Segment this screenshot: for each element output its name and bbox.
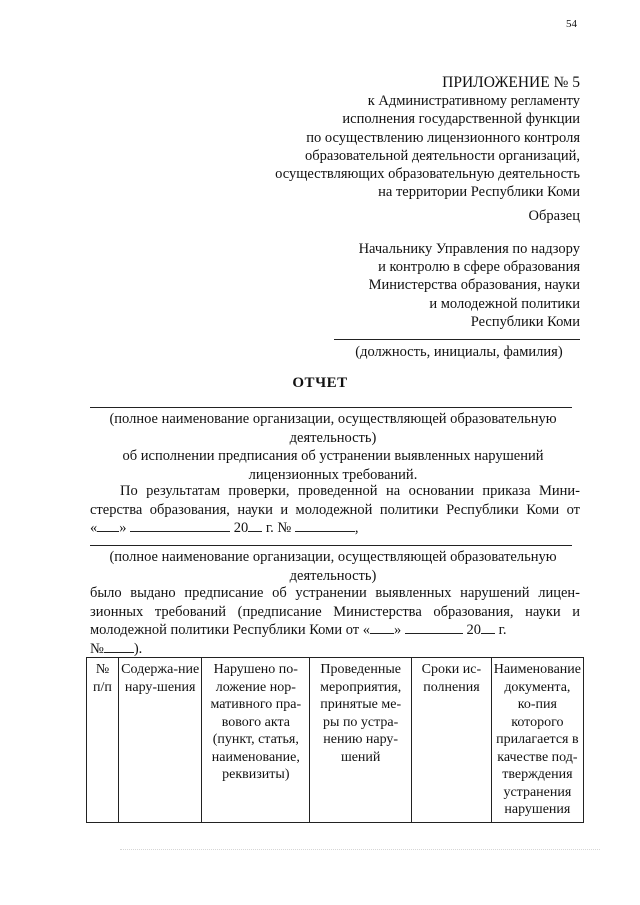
signature-line	[334, 339, 580, 340]
addressee-block	[180, 240, 580, 331]
addressee-line: и контролю в сфере образования	[378, 259, 580, 276]
header-measures: Проведенные мероприятия, принятые ме-ры по устра-нению нару-шений	[310, 658, 412, 823]
header-deadlines: Сроки ис-полнения	[412, 658, 492, 823]
appendix-line: к Административному регламенту	[367, 93, 580, 110]
org-caption-block	[86, 410, 580, 484]
table-header-row	[87, 658, 584, 823]
year-prefix: 20	[233, 520, 249, 536]
day-blank	[97, 519, 119, 532]
prescription-text: молодежной политики Республики Коми от «	[90, 622, 370, 638]
year-blank	[248, 519, 262, 532]
org-caption-2: (полное наименование организации, осуществляющей образовательную деятельность)	[109, 549, 557, 584]
prescription-date-line	[90, 621, 580, 640]
addressee-line: Республики Коми	[470, 313, 580, 330]
addressee-line: Министерства образования, науки	[368, 277, 580, 294]
year-prefix: 20	[466, 622, 481, 638]
report-subject: об исполнении предписания об устранении выявленных нарушений лицензионных требований.	[122, 448, 544, 483]
prescription-paragraph	[90, 584, 580, 658]
quote-close: »	[119, 520, 127, 536]
quote-open: «	[90, 520, 98, 536]
page-number: 54	[566, 18, 577, 30]
order-number-blank	[295, 519, 355, 532]
number-label: №	[90, 640, 104, 657]
appendix-line: образовательной деятельности организаций,	[304, 147, 580, 164]
appendix-line: на территории Республики Коми	[378, 184, 580, 201]
appendix-line: исполнения государственной функции	[342, 111, 580, 128]
signature-caption: (должность, инициалы, фамилия)	[355, 344, 563, 360]
paragraph-line: было выдано предписание об устранении выявленных нарушений лицен-	[90, 585, 580, 601]
header-violation: Содержа-ние нару-шения	[118, 658, 201, 823]
quote-close: »	[394, 622, 402, 638]
closing-paren: ).	[133, 640, 143, 657]
org-name-line	[90, 407, 572, 408]
org-name-line-2	[90, 545, 572, 546]
appendix-title: ПРИЛОЖЕНИЕ № 5	[442, 74, 580, 91]
prescription-number-line	[90, 640, 580, 659]
inspection-paragraph	[90, 482, 580, 538]
org-caption: (полное наименование организации, осуществляющей образовательную деятельность)	[109, 411, 557, 446]
header-document: Наименование документа, ко-пия которого прилагается в качестве под-тверждения устранения нарушения	[491, 658, 583, 823]
report-table	[86, 657, 584, 823]
month-blank	[130, 519, 230, 532]
prescription-number-blank	[104, 640, 134, 653]
paragraph-line: стерства образования, науки и молодежной политики Республики Коми от	[90, 501, 580, 518]
addressee-line: и молодежной политики	[429, 295, 580, 312]
month-blank	[405, 621, 463, 634]
year-suffix: г.	[498, 622, 507, 638]
year-blank	[481, 621, 495, 634]
comma: ,	[354, 520, 359, 536]
report-title: ОТЧЕТ	[292, 375, 348, 391]
paragraph-line: По результатам проверки, проведенной на основании приказа Мини-	[120, 483, 580, 499]
header-legal-provision: Нарушено по-ложение нор-мативного пра-вового акта (пункт, статья, наименование, реквизиты)	[202, 658, 310, 823]
appendix-line: по осуществлению лицензионного контроля	[306, 129, 580, 146]
sample-label: Образец	[528, 208, 580, 224]
appendix-header	[160, 74, 580, 201]
day-blank	[370, 621, 394, 634]
number-label: г. №	[265, 520, 292, 536]
paragraph-line: зионных требований (предписание Министерства образования, науки и	[90, 603, 580, 620]
header-number: № п/п	[87, 658, 119, 823]
addressee-line: Начальнику Управления по надзору	[358, 241, 580, 257]
appendix-line: осуществляющих образовательную деятельность	[275, 166, 580, 183]
scan-artifact	[120, 849, 600, 852]
order-date-line	[90, 519, 580, 538]
